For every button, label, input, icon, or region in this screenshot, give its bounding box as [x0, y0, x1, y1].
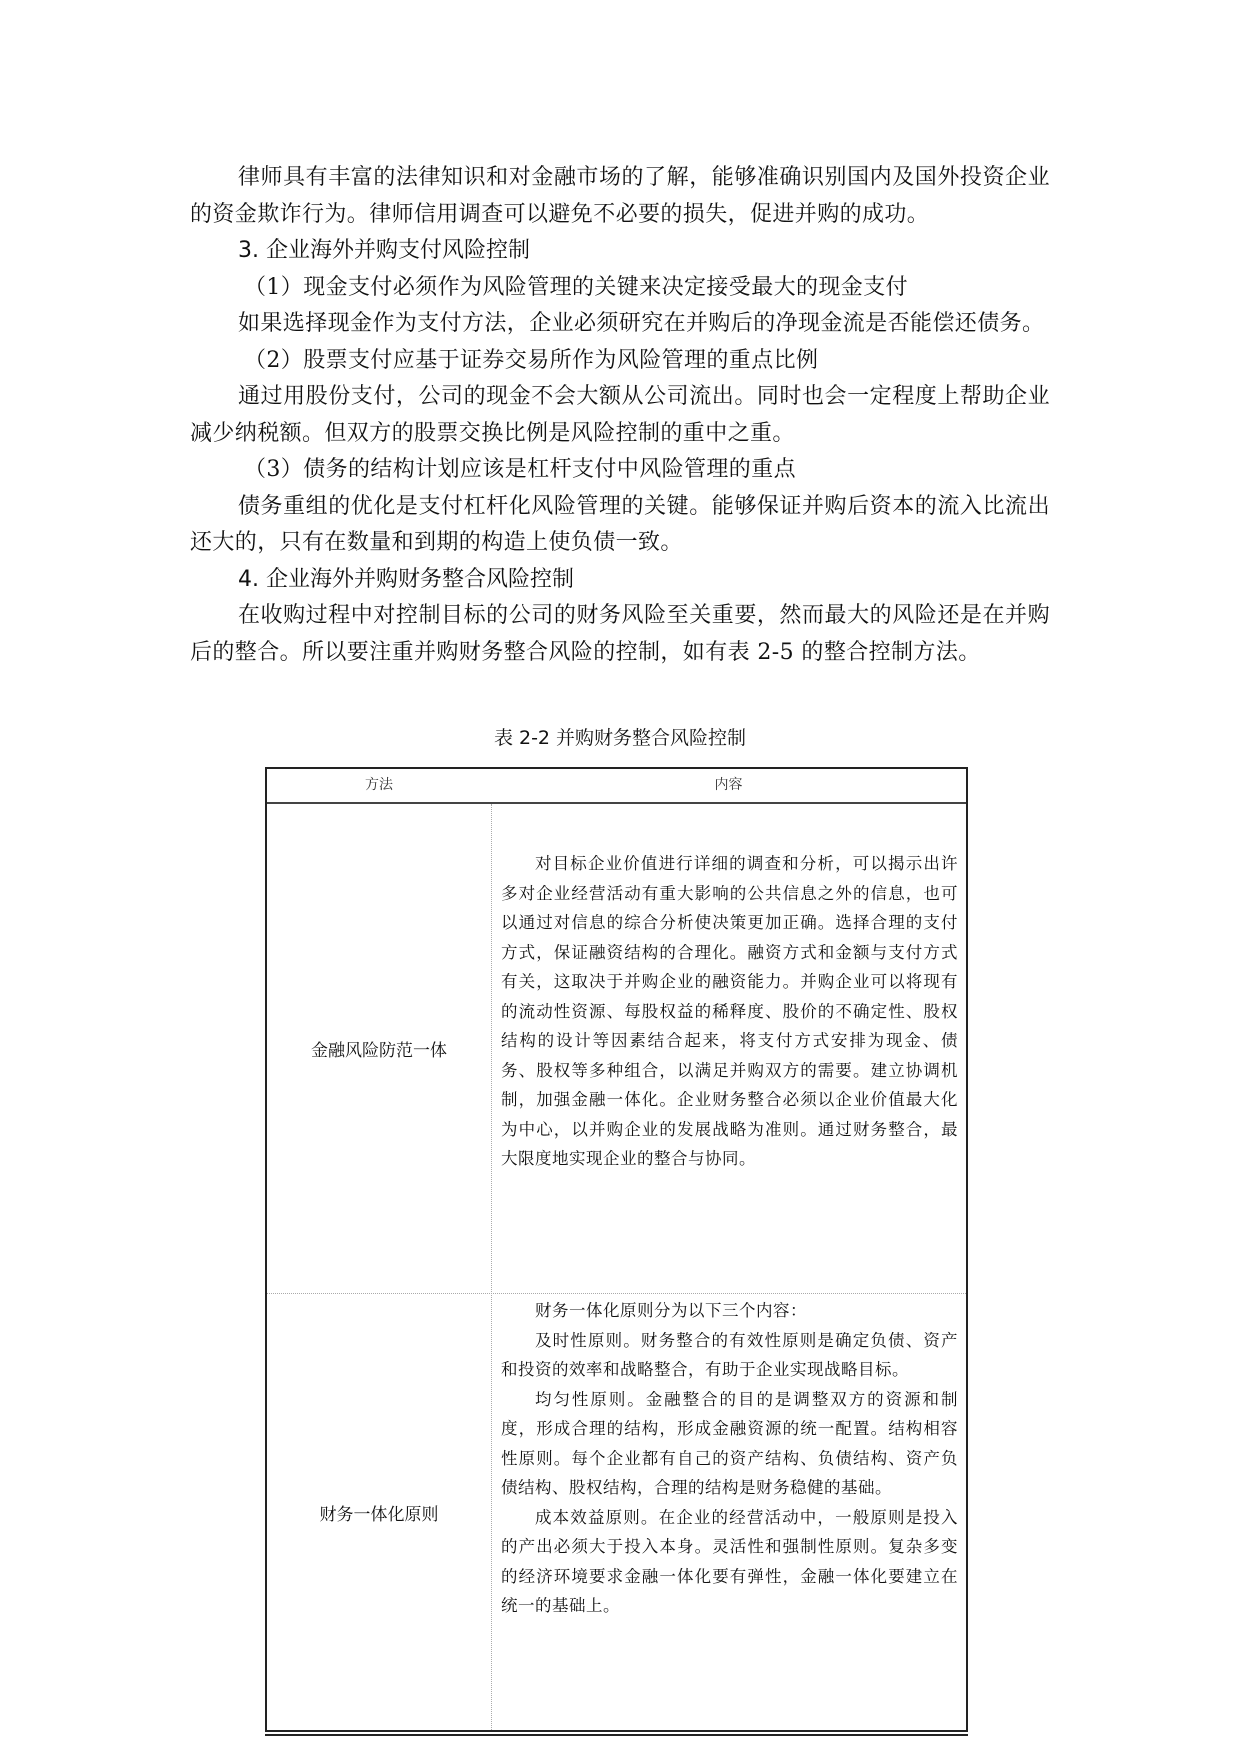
table-header-content: 内容 — [714, 777, 743, 793]
section-3-item-3-body: 债务重组的优化是支付杠杆化风险管理的关键。能够保证并购后资本的流入比流出还大的，只有在数量和到期的构造上使负债一致。 — [190, 493, 1050, 555]
row-2-method: 财务一体化原则 — [319, 1504, 439, 1525]
section-3-item-3-title: （3）债务的结构计划应该是杠杆支付中风险管理的重点 — [244, 457, 796, 482]
row-1-content — [501, 849, 958, 1174]
table-caption: 表 2-2 并购财务整合风险控制 — [493, 727, 747, 749]
table-bottom-rule — [265, 1734, 968, 1736]
row-2-content-paragraph: 成本效益原则。在企业的经营活动中，一般原则是投入的产出必须大于投入本身。灵活性和强制性原则。复杂多变的经济环境要求金融一体化要有弹性，金融一体化要建立在统一的基础上。 — [501, 1507, 958, 1615]
section-3-item-2-body: 通过用股份支付，公司的现金不会大额从公司流出。同时也会一定程度上帮助企业减少纳税额。但双方的股票交换比例是风险控制的重中之重。 — [190, 384, 1050, 446]
row-1-content-paragraph: 对目标企业价值进行详细的调查和分析，可以揭示出许多对企业经营活动有重大影响的公共信息之外的信息，也可以通过对信息的综合分析使决策更加正确。选择合理的支付方式，保证融资结构的合理化。融资方式和金额与支付方式有关，这取决于并购企业的融资能力。并购企业可以将现有的流动性资源、每股权益的稀释度、股价的不确定性、股权结构的设计等因素结合起来，将支付方式安排为现金、债务、股权等多种组合，以满足并购双方的需要。建立协调机制，加强金融一体化。企业财务整合必须以企业价值最大化为中心，以并购企业的发展战略为准则。通过财务整合，最大限度地实现企业的整合与协同。 — [501, 854, 958, 1168]
intro-paragraph: 律师具有丰富的法律知识和对金融市场的了解，能够准确识别国内及国外投资企业的资金欺诈行为。律师信用调查可以避免不必要的损失，促进并购的成功。 — [190, 165, 1050, 227]
row-2-content — [501, 1296, 958, 1621]
row-2-content-paragraph: 财务一体化原则分为以下三个内容： — [535, 1301, 807, 1320]
table-row — [267, 804, 966, 1294]
section-3-item-1-body: 如果选择现金作为支付方法，企业必须研究在并购后的净现金流是否能偿还债务。 — [238, 311, 1045, 336]
section-3-item-1-title: （1）现金支付必须作为风险管理的关键来决定接受最大的现金支付 — [244, 274, 908, 300]
section-4-heading: 4. 企业海外并购财务整合风险控制 — [238, 566, 574, 592]
section-3-heading: 3. 企业海外并购支付风险控制 — [238, 238, 530, 263]
row-1-method: 金融风险防范一体 — [311, 1041, 447, 1061]
section-4-body: 在收购过程中对控制目标的公司的财务风险至关重要，然而最大的风险还是在并购后的整合。所以要注重并购财务整合风险的控制，如有表 2-5 的整合控制方法。 — [190, 603, 1050, 665]
section-3-item-2-title: （2）股票支付应基于证券交易所作为风险管理的重点比例 — [244, 347, 819, 373]
table-header-method: 方法 — [365, 777, 393, 793]
table-row — [267, 1294, 966, 1730]
integration-risk-table — [265, 767, 968, 1732]
document-body — [190, 160, 1050, 671]
row-2-content-paragraph: 及时性原则。财务整合的有效性原则是确定负债、资产和投资的效率和战略整合，有助于企业实现战略目标。 — [501, 1330, 958, 1379]
table-header-row — [267, 769, 966, 804]
row-2-content-paragraph: 均匀性原则。金融整合的目的是调整双方的资源和制度，形成合理的结构，形成金融资源的统一配置。结构相容性原则。每个企业都有自己的资产结构、负债结构、资产负债结构、股权结构，合理的结构是财务稳健的基础。 — [501, 1389, 958, 1497]
